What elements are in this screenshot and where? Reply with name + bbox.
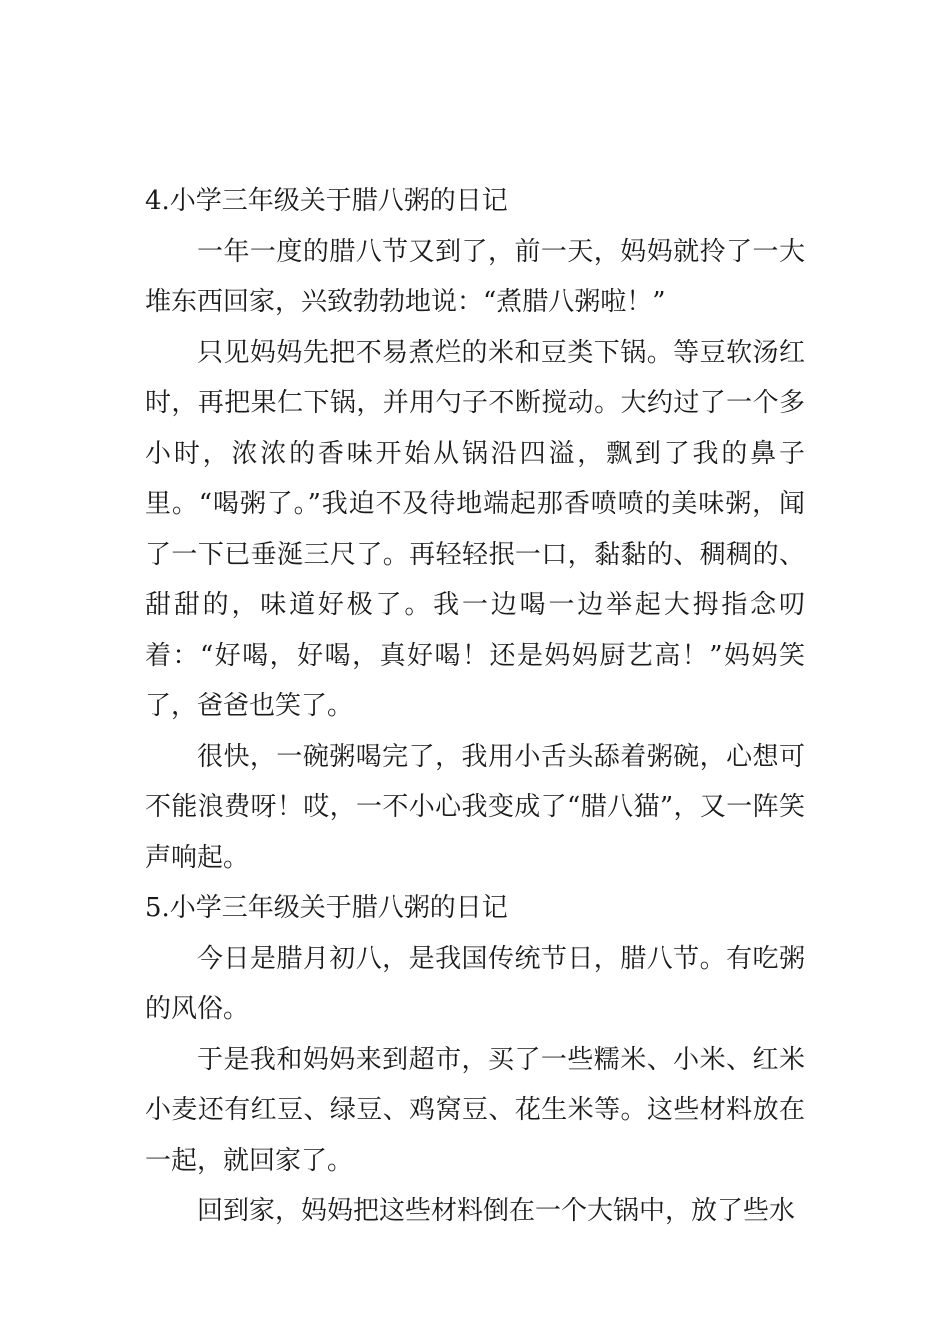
- paragraph: 于是我和妈妈来到超市，买了一些糯米、小米、红米小麦还有红豆、绿豆、鸡窝豆、花生米等。这些材料放在一起，就回家了。: [145, 1044, 805, 1176]
- paragraph: 只见妈妈先把不易煮烂的米和豆类下锅。等豆软汤红时，再把果仁下锅，并用勺子不断搅动。大约过了一个多小时，浓浓的香味开始从锅沿四溢，飘到了我的鼻子里。“喝粥了。”我迫不及待地端起那香喷喷的美味粥，闻了一下已垂涎三尺了。再轻轻抿一口，黏黏的、稠稠的、甜甜的，味道好极了。我一边喝一边举起大拇指念叨着：“好喝，好喝，真好喝！还是妈妈厨艺高！”妈妈笑了，爸爸也笑了。: [145, 337, 805, 721]
- diary-section-4: [145, 176, 805, 883]
- document-body: [145, 176, 805, 1237]
- section-heading: 4.小学三年级关于腊八粥的日记: [145, 186, 508, 216]
- paragraph: 回到家，妈妈把这些材料倒在一个大锅中，放了些水: [197, 1196, 796, 1226]
- diary-section-5: [145, 883, 805, 1237]
- paragraph: 今日是腊月初八，是我国传统节日，腊八节。有吃粥的风俗。: [145, 943, 805, 1024]
- paragraph: 很快，一碗粥喝完了，我用小舌头舔着粥碗，心想可不能浪费呀！哎，一不小心我变成了“腊八猫”，又一阵笑声响起。: [145, 741, 805, 873]
- paragraph: 一年一度的腊八节又到了，前一天，妈妈就拎了一大堆东西回家，兴致勃勃地说：“煮腊八粥啦！”: [145, 236, 805, 317]
- section-heading: 5.小学三年级关于腊八粥的日记: [145, 893, 508, 923]
